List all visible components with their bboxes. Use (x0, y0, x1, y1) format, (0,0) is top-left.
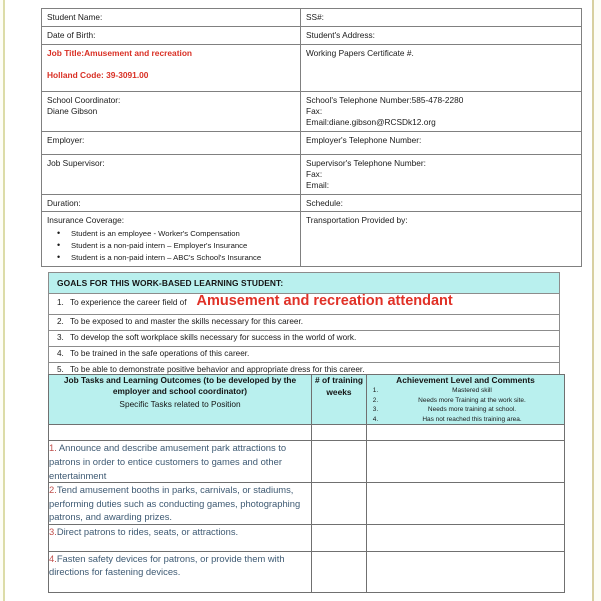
job-supervisor-label: Job Supervisor: (47, 157, 105, 168)
goals-section (48, 272, 560, 379)
task-description-cell (49, 483, 312, 525)
goal-text: To experience the career field of (70, 298, 187, 307)
table-row (42, 212, 582, 267)
school-fax-label: Fax: (306, 105, 323, 116)
task-number: 1. (49, 442, 57, 454)
task-comments-cell[interactable] (367, 441, 565, 483)
date-of-birth-label: Date of Birth: (47, 29, 96, 40)
table-row (49, 524, 565, 551)
supervisor-fax-label: Fax: (306, 168, 323, 179)
date-of-birth-cell (42, 26, 301, 44)
employer-label: Employer: (47, 134, 85, 145)
list-item: • Student is a non-paid intern – ABC's School's Insurance (63, 252, 296, 264)
table-row (42, 9, 582, 27)
achievement-title: Achievement Level and Comments (396, 375, 535, 385)
list-item: 1. Mastered skill (380, 386, 564, 396)
task-number: 4. (49, 552, 57, 564)
goal-item-3 (49, 331, 559, 347)
school-coordinator-label: School Coordinator: (47, 94, 121, 105)
student-name-cell (42, 9, 301, 27)
working-papers-label: Working Papers Certificate #. (306, 47, 414, 58)
task-number: 2. (49, 484, 57, 496)
task-comments-cell[interactable] (367, 524, 565, 551)
table-row (42, 131, 582, 154)
table-row (49, 551, 565, 592)
holland-code-label: Holland Code: 39-3091.00 (47, 69, 149, 80)
achievement-levels-list (367, 386, 564, 424)
goal-text: To be trained in the safe operations of this career. (70, 349, 250, 358)
student-name-label: Student Name: (47, 12, 103, 22)
job-title-label: Job Title:Amusement and recreation (47, 47, 193, 58)
task-number: 3. (49, 525, 57, 537)
employer-cell (42, 131, 301, 154)
goal-number: 5. (57, 365, 64, 374)
school-coordinator-name: Diane Gibson (47, 105, 98, 116)
table-row (42, 194, 582, 212)
list-item: • Student is an employee - Worker's Compensation (63, 228, 296, 240)
task-weeks-cell[interactable] (312, 483, 367, 525)
goal-text: To be exposed to and master the skills necessary for this career. (70, 317, 304, 326)
task-weeks-cell[interactable] (312, 551, 367, 592)
goal-item-2 (49, 315, 559, 331)
spacer-cell-weeks (312, 425, 367, 441)
spacer-cell-comments (367, 425, 565, 441)
duration-label: Duration: (47, 197, 81, 208)
tasks-col1-title: Job Tasks and Learning Outcomes (to be developed by the employer and school coordinator) (63, 375, 297, 397)
task-weeks-cell[interactable] (312, 524, 367, 551)
student-info-table (41, 8, 582, 267)
table-row (42, 154, 582, 194)
goal-text: To develop the soft workplace skills necessary for success in the world of work. (70, 333, 357, 342)
job-tasks-table (48, 374, 565, 593)
table-row (42, 44, 582, 91)
supervisor-telephone-label: Supervisor's Telephone Number: (306, 157, 426, 168)
ss-number-cell (301, 9, 582, 27)
student-address-label: Student's Address: (306, 29, 375, 40)
task-description-cell (49, 524, 312, 551)
tasks-spacer-row (49, 425, 565, 441)
working-papers-cell (301, 44, 582, 91)
task-comments-cell[interactable] (367, 483, 565, 525)
task-text: Tend amusement booths in parks, carnivals, or stadiums, performing duties such as conducting games, photographing patrons, and awarding prizes. (49, 484, 301, 523)
employer-telephone-label: Employer's Telephone Number: (306, 134, 422, 145)
task-description-cell (49, 551, 312, 592)
goal-text: To be able to demonstrate positive behavior and appropriate dress for this career. (70, 365, 365, 374)
task-text: Fasten safety devices for patrons, or provide them with directions for fastening devices. (49, 552, 285, 578)
school-coordinator-cell (42, 91, 301, 131)
tasks-col3-header (367, 375, 565, 425)
list-item: 4. Has not reached this training area. (380, 415, 564, 425)
job-title-cell (42, 44, 301, 91)
table-row (49, 441, 565, 483)
task-weeks-cell[interactable] (312, 441, 367, 483)
tasks-col1-subtitle: Specific Tasks related to Position (119, 398, 241, 409)
tasks-header-row (49, 375, 565, 425)
goal-number: 1. (57, 298, 64, 307)
insurance-coverage-label: Insurance Coverage: (47, 215, 125, 226)
list-item: 2. Needs more Training at the work site. (380, 396, 564, 406)
goal-number: 4. (57, 349, 64, 358)
school-telephone-label: School's Telephone Number:585-478-2280 (306, 94, 464, 105)
goal-number: 2. (57, 317, 64, 326)
task-text: Direct patrons to rides, seats, or attractions. (56, 525, 239, 537)
table-row (42, 91, 582, 131)
school-contact-cell (301, 91, 582, 131)
table-row (42, 26, 582, 44)
tasks-col1-header (49, 375, 312, 425)
tasks-col2-header: # of training weeks (312, 375, 367, 425)
insurance-coverage-cell (42, 212, 301, 267)
task-text: Announce and describe amusement park attractions to patrons in order to entice customers to games and other entertainment (49, 442, 287, 481)
transportation-label: Transportation Provided by: (306, 215, 408, 226)
list-item: 3. Needs more training at school. (380, 405, 564, 415)
table-row (49, 483, 565, 525)
school-email-label: Email:diane.gibson@RCSDk12.org (306, 116, 436, 127)
goal-item-1 (49, 294, 559, 315)
list-item: • Student is a non-paid intern – Employer's Insurance (63, 240, 296, 252)
goal-item-4 (49, 347, 559, 363)
ss-number-label: SS#: (306, 12, 324, 22)
schedule-label: Schedule: (306, 197, 343, 208)
spacer-cell-task (49, 425, 312, 441)
insurance-options-list (47, 228, 296, 263)
task-comments-cell[interactable] (367, 551, 565, 592)
goals-header: GOALS FOR THIS WORK-BASED LEARNING STUDENT: (49, 273, 559, 294)
supervisor-email-label: Email: (306, 179, 330, 190)
goal-number: 3. (57, 333, 64, 342)
duration-cell (42, 194, 301, 212)
job-supervisor-cell (42, 154, 301, 194)
employer-telephone-cell (301, 131, 582, 154)
task-description-cell (49, 441, 312, 483)
transportation-cell (301, 212, 582, 267)
student-address-cell (301, 26, 582, 44)
supervisor-contact-cell (301, 154, 582, 194)
goal-career-emphasis: Amusement and recreation attendant (196, 293, 453, 309)
schedule-cell (301, 194, 582, 212)
